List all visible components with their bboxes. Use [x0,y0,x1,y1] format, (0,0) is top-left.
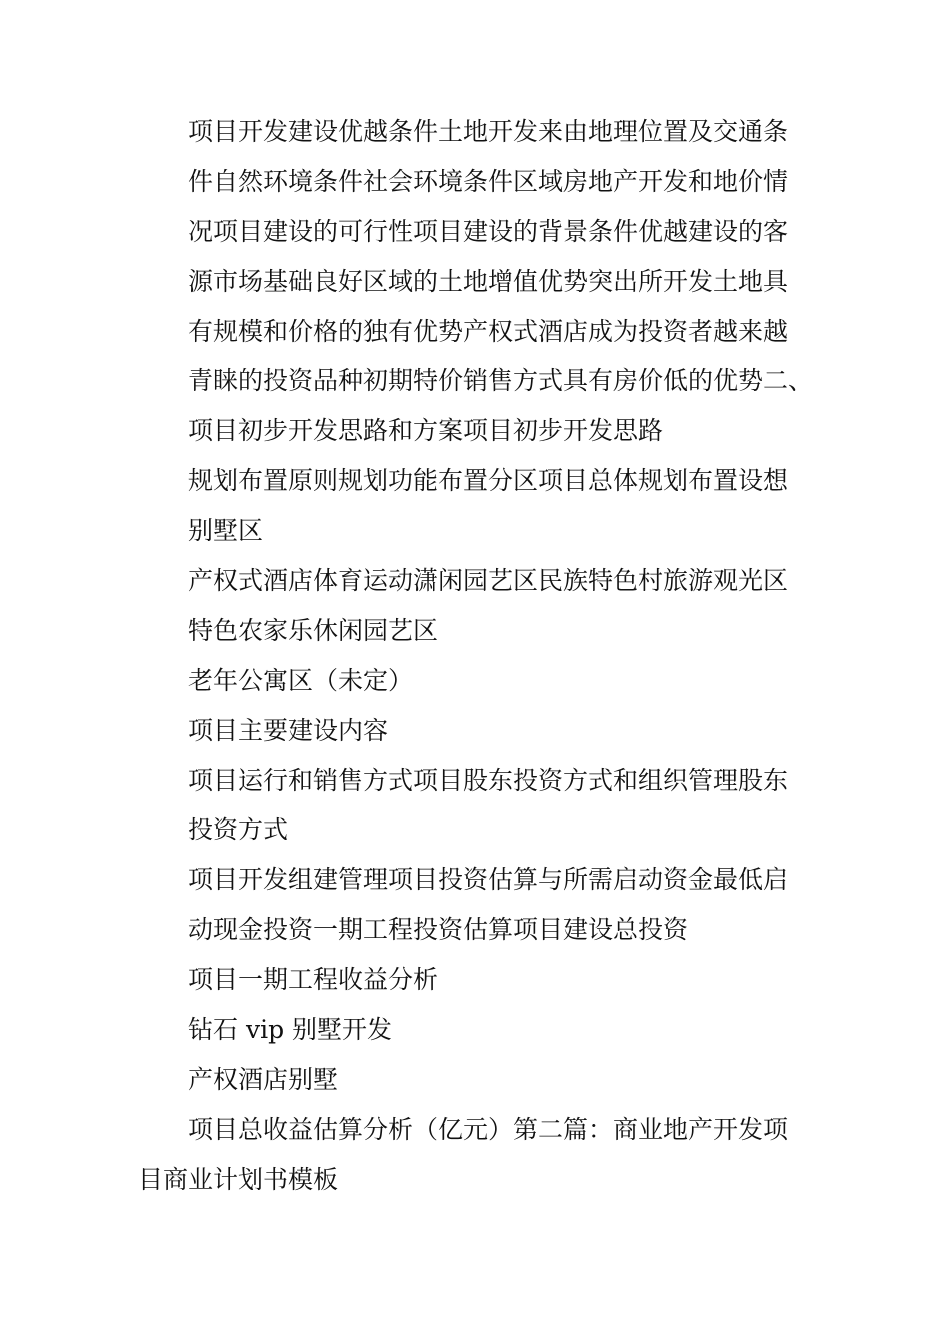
text-line: 件自然环境条件社会环境条件区域房地产开发和地价情 [188,166,789,196]
text-line: 项目主要建设内容 [188,715,389,745]
text-line: 源市场基础良好区域的土地增值优势突出所开发土地具 [188,266,789,296]
text-line: 有规模和价格的独有优势产权式酒店成为投资者越来越 [188,316,789,346]
text-line: 目商业计划书模板 [138,1164,339,1194]
text-line: 项目总收益估算分析（亿元）第二篇：商业地产开发项 [188,1114,789,1144]
text-line: 项目开发建设优越条件土地开发来由地理位置及交通条 [188,117,789,146]
text-line: 钻石 vip 别墅开发 [188,1015,393,1045]
text-line: 项目初步开发思路和方案项目初步开发思路 [188,416,664,446]
text-line: 动现金投资一期工程投资估算项目建设总投资 [188,915,689,945]
text-line: 规划布置原则规划功能布置分区项目总体规划布置设想 [188,466,789,496]
text-line: 况项目建设的可行性项目建设的背景条件优越建设的客 [188,216,789,246]
text-line: 项目运行和销售方式项目股东投资方式和组织管理股东 [188,765,789,795]
text-line: 别墅区 [188,516,264,546]
text-line: 老年公寓区（未定） [188,665,414,695]
text-line: 产权式酒店体育运动潇闲园艺区民族特色村旅游观光区 [188,566,789,596]
text-line: 特色农家乐休闲园艺区 [188,615,439,645]
text-line: 投资方式 [188,815,289,845]
document-body [0,107,950,1205]
text-line: 项目开发组建管理项目投资估算与所需启动资金最低启 [188,865,789,895]
text-line: 产权酒店别墅 [188,1064,339,1094]
text-line: 项目一期工程收益分析 [188,965,439,995]
text-line: 青睐的投资品种初期特价销售方式具有房价低的优势二、 [188,366,814,396]
